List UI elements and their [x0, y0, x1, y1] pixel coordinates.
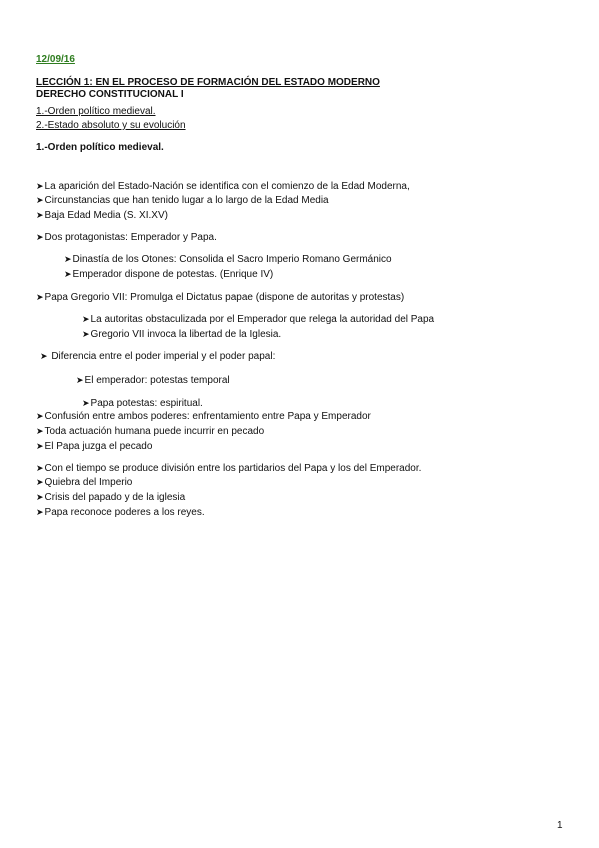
arrow-bullet-icon: ➤ [36, 441, 44, 451]
toc-item: 2.-Estado absoluto y su evolución [36, 120, 186, 131]
arrow-bullet-icon: ➤ [82, 398, 90, 408]
arrow-bullet-icon: ➤ [36, 195, 44, 205]
lesson-title: LECCIÓN 1: EN EL PROCESO DE FORMACIÓN DEL ESTADO MODERNO [36, 77, 380, 88]
bullet-item: ➤ Diferencia entre el poder imperial y el poder papal: [40, 351, 276, 362]
bullet-item: ➤El Papa juzga el pecado [36, 441, 153, 452]
bullet-item: ➤Con el tiempo se produce división entre los partidarios del Papa y los del Emperador. [36, 463, 422, 474]
arrow-bullet-icon: ➤ [36, 411, 44, 421]
bullet-item: ➤Dos protagonistas: Emperador y Papa. [36, 232, 217, 243]
arrow-bullet-icon: ➤ [36, 232, 44, 242]
section-heading: 1.-Orden político medieval. [36, 142, 164, 153]
arrow-bullet-icon: ➤ [76, 375, 84, 385]
arrow-bullet-icon: ➤ [82, 329, 90, 339]
document-date: 12/09/16 [36, 54, 75, 65]
arrow-bullet-icon: ➤ [64, 269, 72, 279]
bullet-item: ➤Crisis del papado y de la iglesia [36, 492, 186, 503]
bullet-item: ➤Papa Gregorio VII: Promulga el Dictatus papae (dispone de autoritas y protestas) [36, 292, 405, 303]
arrow-bullet-icon: ➤ [36, 492, 44, 502]
toc-item: 1.-Orden político medieval. [36, 106, 156, 117]
arrow-bullet-icon: ➤ [64, 254, 72, 264]
bullet-item: ➤La aparición del Estado-Nación se identifica con el comienzo de la Edad Moderna, [36, 181, 410, 192]
bullet-item: ➤Gregorio VII invoca la libertad de la Iglesia. [82, 329, 282, 340]
bullet-item: ➤Confusión entre ambos poderes: enfrentamiento entre Papa y Emperador [36, 411, 371, 422]
bullet-item: ➤Baja Edad Media (S. XI.XV) [36, 210, 168, 221]
bullet-item: ➤Papa potestas: espiritual. [82, 398, 203, 409]
arrow-bullet-icon: ➤ [36, 292, 44, 302]
bullet-item: ➤Emperador dispone de potestas. (Enrique IV) [64, 269, 274, 280]
arrow-bullet-icon: ➤ [36, 477, 44, 487]
arrow-bullet-icon: ➤ [40, 351, 48, 361]
arrow-bullet-icon: ➤ [36, 181, 44, 191]
bullet-item: ➤El emperador: potestas temporal [76, 375, 230, 386]
bullet-item: ➤Dinastía de los Otones: Consolida el Sacro Imperio Romano Germánico [64, 254, 392, 265]
arrow-bullet-icon: ➤ [36, 507, 44, 517]
page-number: 1 [557, 820, 563, 831]
bullet-item: ➤Circunstancias que han tenido lugar a lo largo de la Edad Media [36, 195, 329, 206]
arrow-bullet-icon: ➤ [36, 426, 44, 436]
course-title: DERECHO CONSTITUCIONAL I [36, 89, 184, 100]
bullet-item: ➤La autoritas obstaculizada por el Emperador que relega la autoridad del Papa [82, 314, 435, 325]
bullet-item: ➤Papa reconoce poderes a los reyes. [36, 507, 205, 518]
arrow-bullet-icon: ➤ [36, 210, 44, 220]
bullet-item: ➤Toda actuación humana puede incurrir en pecado [36, 426, 265, 437]
bullet-item: ➤Quiebra del Imperio [36, 477, 133, 488]
arrow-bullet-icon: ➤ [36, 463, 44, 473]
arrow-bullet-icon: ➤ [82, 314, 90, 324]
